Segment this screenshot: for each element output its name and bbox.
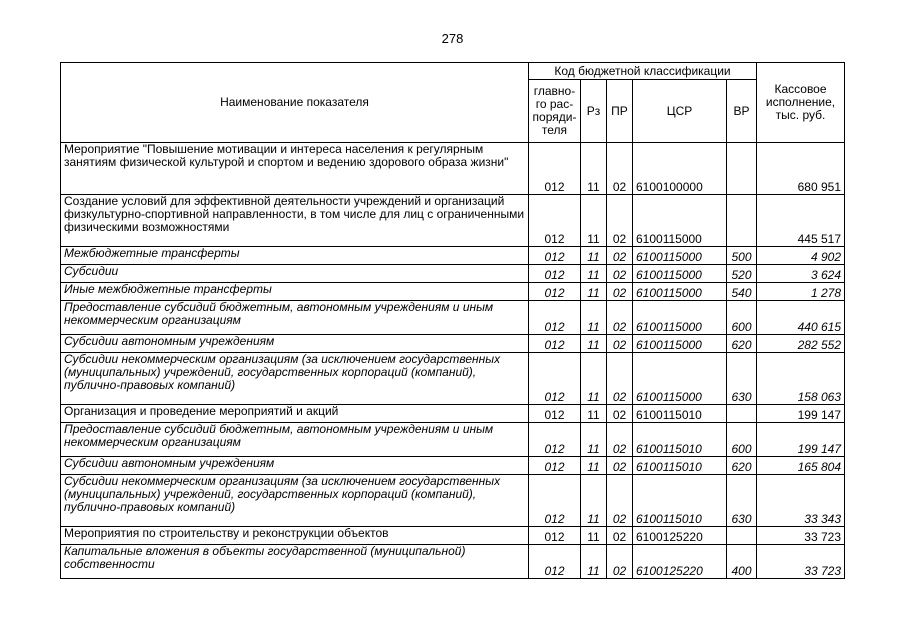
row-glava: 012 [529, 423, 581, 457]
header-csr: ЦСР [633, 80, 727, 143]
row-vr: 620 [727, 457, 757, 475]
row-amount: 680 951 [757, 143, 845, 195]
row-vr: 400 [727, 545, 757, 579]
row-amount: 3 624 [757, 265, 845, 283]
row-glava: 012 [529, 353, 581, 405]
row-glava: 012 [529, 545, 581, 579]
row-pr: 02 [607, 195, 633, 247]
row-name: Иные межбюджетные трансферты [61, 283, 529, 301]
row-rz: 11 [581, 283, 607, 301]
table-row [61, 301, 845, 335]
header-amount: Кассовое исполнение, тыс. руб. [757, 63, 845, 143]
row-pr: 02 [607, 335, 633, 353]
row-glava: 012 [529, 335, 581, 353]
row-amount: 165 804 [757, 457, 845, 475]
row-csr: 6100100000 [633, 143, 727, 195]
row-amount: 4 902 [757, 247, 845, 265]
row-glava: 012 [529, 527, 581, 545]
row-name: Субсидии некоммерческим организациям (за исключением государственных (муниципальных) учреждений, государственных корпораций (компаний), публично-правовых компаний) [61, 353, 529, 405]
row-csr: 6100115000 [633, 195, 727, 247]
row-csr: 6100115010 [633, 475, 727, 527]
table-row [61, 265, 845, 283]
row-amount: 199 147 [757, 423, 845, 457]
row-pr: 02 [607, 301, 633, 335]
row-pr: 02 [607, 423, 633, 457]
row-pr: 02 [607, 265, 633, 283]
row-name: Мероприятие "Повышение мотивации и интереса населения к регулярным занятиям физической культурой и спортом и ведению здорового образа жизни" [61, 143, 529, 195]
row-csr: 6100125220 [633, 527, 727, 545]
page-number: 278 [441, 31, 464, 46]
row-amount: 1 278 [757, 283, 845, 301]
row-pr: 02 [607, 353, 633, 405]
table-row [61, 545, 845, 579]
row-vr [727, 143, 757, 195]
row-name: Предоставление субсидий бюджетным, автономным учреждениям и иным некоммерческим организациям [61, 301, 529, 335]
row-amount: 199 147 [757, 405, 845, 423]
row-name: Межбюджетные трансферты [61, 247, 529, 265]
row-name: Субсидии автономным учреждениям [61, 335, 529, 353]
table-row [61, 143, 845, 195]
row-name: Субсидии автономным учреждениям [61, 457, 529, 475]
row-rz: 11 [581, 545, 607, 579]
row-name: Мероприятия по строительству и реконструкции объектов [61, 527, 529, 545]
table-row [61, 353, 845, 405]
row-pr: 02 [607, 475, 633, 527]
row-rz: 11 [581, 405, 607, 423]
row-rz: 11 [581, 195, 607, 247]
row-rz: 11 [581, 265, 607, 283]
row-csr: 6100125220 [633, 545, 727, 579]
table-row [61, 527, 845, 545]
header-name: Наименование показателя [61, 63, 529, 143]
row-pr: 02 [607, 247, 633, 265]
row-amount: 33 723 [757, 545, 845, 579]
table-row [61, 423, 845, 457]
row-rz: 11 [581, 335, 607, 353]
row-amount: 445 517 [757, 195, 845, 247]
table-row [61, 283, 845, 301]
row-name: Предоставление субсидий бюджетным, автономным учреждениям и иным некоммерческим организациям [61, 423, 529, 457]
row-glava: 012 [529, 143, 581, 195]
header-pr: ПР [607, 80, 633, 143]
row-csr: 6100115010 [633, 457, 727, 475]
table-row [61, 405, 845, 423]
row-vr: 630 [727, 475, 757, 527]
table-body [61, 143, 845, 579]
row-pr: 02 [607, 527, 633, 545]
row-vr: 500 [727, 247, 757, 265]
row-vr: 600 [727, 301, 757, 335]
table-row [61, 457, 845, 475]
table-row [61, 335, 845, 353]
row-name: Субсидии [61, 265, 529, 283]
row-glava: 012 [529, 195, 581, 247]
row-vr [727, 195, 757, 247]
row-csr: 6100115000 [633, 301, 727, 335]
row-rz: 11 [581, 527, 607, 545]
row-vr [727, 527, 757, 545]
row-vr: 600 [727, 423, 757, 457]
table-row [61, 475, 845, 527]
row-name: Субсидии некоммерческим организациям (за исключением государственных (муниципальных) учреждений, государственных корпораций (компаний), публично-правовых компаний) [61, 475, 529, 527]
row-glava: 012 [529, 405, 581, 423]
row-pr: 02 [607, 545, 633, 579]
row-csr: 6100115010 [633, 405, 727, 423]
row-pr: 02 [607, 283, 633, 301]
table-row [61, 247, 845, 265]
header-code-group: Код бюджетной классификации [529, 63, 757, 80]
header-rz: Рз [581, 80, 607, 143]
row-glava: 012 [529, 265, 581, 283]
row-pr: 02 [607, 457, 633, 475]
header-vr: ВР [727, 80, 757, 143]
row-name: Создание условий для эффективной деятельности учреждений и организаций физкультурно-спортивной направленности, в том числе для лиц с ограниченными физическими возможностями [61, 195, 529, 247]
row-rz: 11 [581, 353, 607, 405]
header-glava: главно-го рас-поряди-теля [529, 80, 581, 143]
row-glava: 012 [529, 283, 581, 301]
row-name: Капитальные вложения в объекты государственной (муниципальной) собственности [61, 545, 529, 579]
row-vr: 620 [727, 335, 757, 353]
row-rz: 11 [581, 457, 607, 475]
row-csr: 6100115000 [633, 265, 727, 283]
row-glava: 012 [529, 247, 581, 265]
row-csr: 6100115000 [633, 283, 727, 301]
row-amount: 282 552 [757, 335, 845, 353]
row-glava: 012 [529, 301, 581, 335]
row-amount: 440 615 [757, 301, 845, 335]
row-rz: 11 [581, 423, 607, 457]
row-rz: 11 [581, 301, 607, 335]
row-csr: 6100115000 [633, 247, 727, 265]
row-pr: 02 [607, 143, 633, 195]
table-row [61, 195, 845, 247]
row-vr: 540 [727, 283, 757, 301]
budget-table [60, 62, 845, 579]
row-csr: 6100115010 [633, 423, 727, 457]
row-glava: 012 [529, 475, 581, 527]
row-pr: 02 [607, 405, 633, 423]
row-glava: 012 [529, 457, 581, 475]
row-vr: 630 [727, 353, 757, 405]
row-csr: 6100115000 [633, 335, 727, 353]
row-name: Организация и проведение мероприятий и акций [61, 405, 529, 423]
row-csr: 6100115000 [633, 353, 727, 405]
row-rz: 11 [581, 247, 607, 265]
row-rz: 11 [581, 143, 607, 195]
row-amount: 158 063 [757, 353, 845, 405]
row-amount: 33 723 [757, 527, 845, 545]
row-vr [727, 405, 757, 423]
row-rz: 11 [581, 475, 607, 527]
row-amount: 33 343 [757, 475, 845, 527]
row-vr: 520 [727, 265, 757, 283]
